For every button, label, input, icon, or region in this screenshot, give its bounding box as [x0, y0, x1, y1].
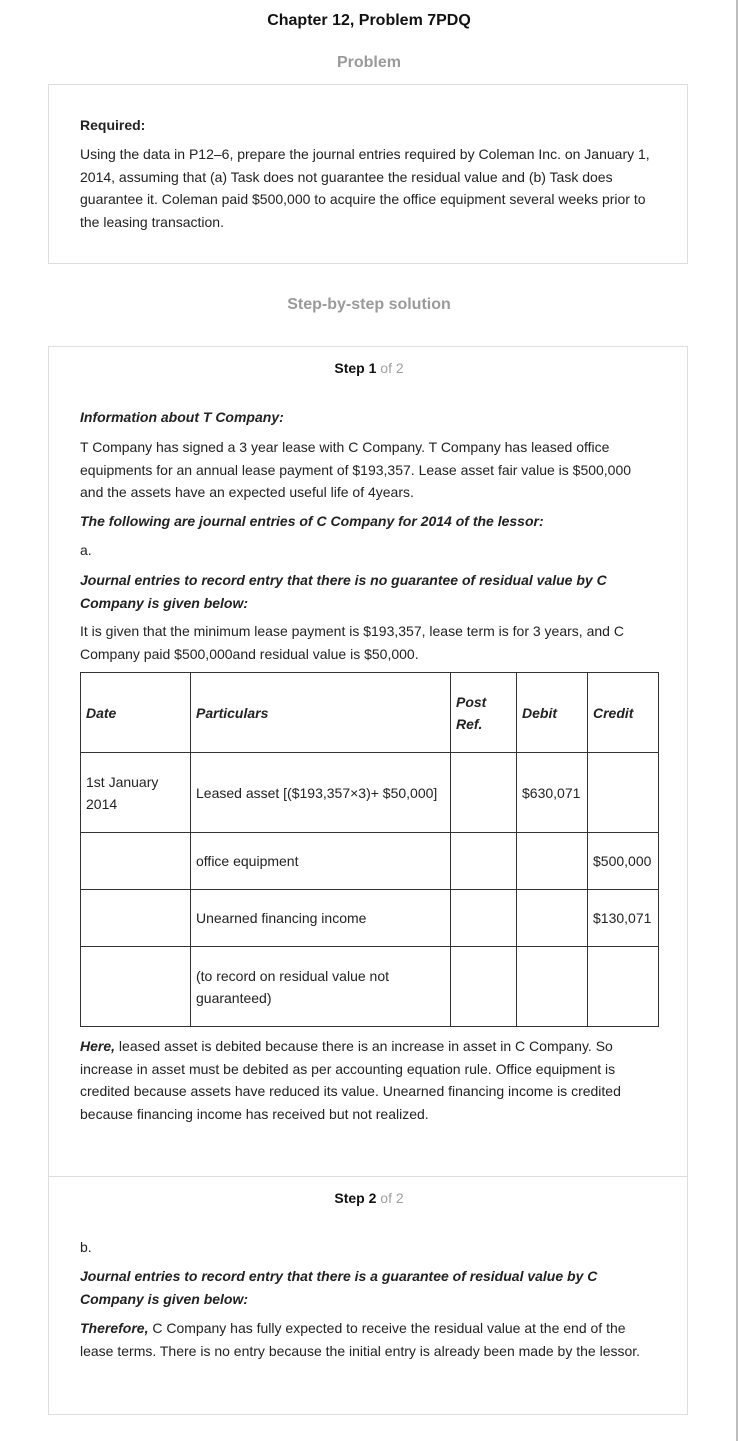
explanation-text: leased asset is debited because there is an increase in asset in C Company. So increase in asset must be debited as per accounting equation rule. Office equipment is credited because assets have reduced its value. Unearned financing income is credited because financing income has received but not realized. — [80, 1038, 621, 1122]
table-row — [81, 833, 659, 890]
cell-date — [81, 833, 191, 890]
step-2-label — [49, 1190, 689, 1206]
cell-credit: $130,071 — [588, 890, 659, 947]
page-title: Chapter 12, Problem 7PDQ — [267, 12, 471, 29]
cell-post-ref — [451, 753, 517, 833]
cell-particulars: Leased asset [($193,357×3)+ $50,000] — [191, 753, 451, 833]
header-post-ref: Post Ref. — [451, 673, 517, 753]
cell-debit — [517, 947, 588, 1027]
journal-intro: The following are journal entries of C Company for 2014 of the lessor: — [80, 513, 544, 529]
problem-text: Using the data in P12–6, prepare the journal entries required by Coleman Inc. on January 1, 2014, assuming that (a) Task does not guarantee the residual value and (b) Task does guarantee it. Coleman paid $500,000 to acquire the office equipment several weeks prior to the leasing transaction. — [80, 146, 650, 230]
header-particulars: Particulars — [191, 673, 451, 753]
step-divider — [49, 1176, 687, 1177]
given-text: It is given that the minimum lease payment is $193,357, lease term is for 3 years, and C Company paid $500,000and residual value is $50,000. — [80, 623, 624, 662]
problem-box — [48, 84, 688, 264]
table-row — [81, 947, 659, 1027]
cell-date — [81, 947, 191, 1027]
cell-particulars: Unearned financing income — [191, 890, 451, 947]
step-2-word: Step — [334, 1190, 365, 1206]
cell-debit — [517, 890, 588, 947]
step-1-label — [49, 360, 689, 376]
cell-particulars: office equipment — [191, 833, 451, 890]
part-b-label: b. — [80, 1239, 92, 1255]
info-heading: Information about T Company: — [80, 409, 284, 425]
cell-credit: $500,000 — [588, 833, 659, 890]
step-2-number: 2 — [368, 1190, 377, 1206]
cell-particulars: (to record on residual value not guaranteed) — [191, 947, 451, 1027]
step-1-of: of 2 — [380, 360, 404, 376]
required-label: Required: — [80, 117, 146, 133]
conclusion-text: C Company has fully expected to receive the residual value at the end of the lease terms. There is no entry because the initial entry is already been made by the lessor. — [80, 1320, 641, 1359]
cell-credit — [588, 947, 659, 1027]
header-date: Date — [81, 673, 191, 753]
cell-post-ref — [451, 947, 517, 1027]
journal-table — [80, 672, 659, 1027]
explanation — [80, 1035, 658, 1125]
explanation-lead: Here, — [80, 1038, 116, 1054]
cell-post-ref — [451, 890, 517, 947]
cell-date: 1st January 2014 — [81, 753, 191, 833]
table-row — [81, 753, 659, 833]
header-debit: Debit — [517, 673, 588, 753]
cell-post-ref — [451, 833, 517, 890]
table-header-row — [81, 673, 659, 753]
cell-date — [81, 890, 191, 947]
conclusion — [80, 1317, 658, 1362]
step-1-word: Step — [334, 360, 365, 376]
cell-debit: $630,071 — [517, 753, 588, 833]
conclusion-lead: Therefore, — [80, 1320, 149, 1336]
part-a-label: a. — [80, 542, 92, 558]
solution-heading: Step-by-step solution — [287, 296, 451, 313]
part-b-heading: Journal entries to record entry that there is a guarantee of residual value by C Company is given below: — [80, 1268, 598, 1307]
step-1-number: 1 — [368, 360, 377, 376]
step-2-of: of 2 — [380, 1190, 404, 1206]
cell-credit — [588, 753, 659, 833]
solution-box — [48, 346, 688, 1415]
part-a-heading: Journal entries to record entry that there is no guarantee of residual value by C Company is given below: — [80, 572, 607, 611]
header-credit: Credit — [588, 673, 659, 753]
table-row — [81, 890, 659, 947]
cell-debit — [517, 833, 588, 890]
info-text: T Company has signed a 3 year lease with C Company. T Company has leased office equipments for an annual lease payment of $193,357. Lease asset fair value is $500,000 and the assets have an expected useful life of 4years. — [80, 439, 632, 500]
problem-heading: Problem — [336, 54, 401, 71]
